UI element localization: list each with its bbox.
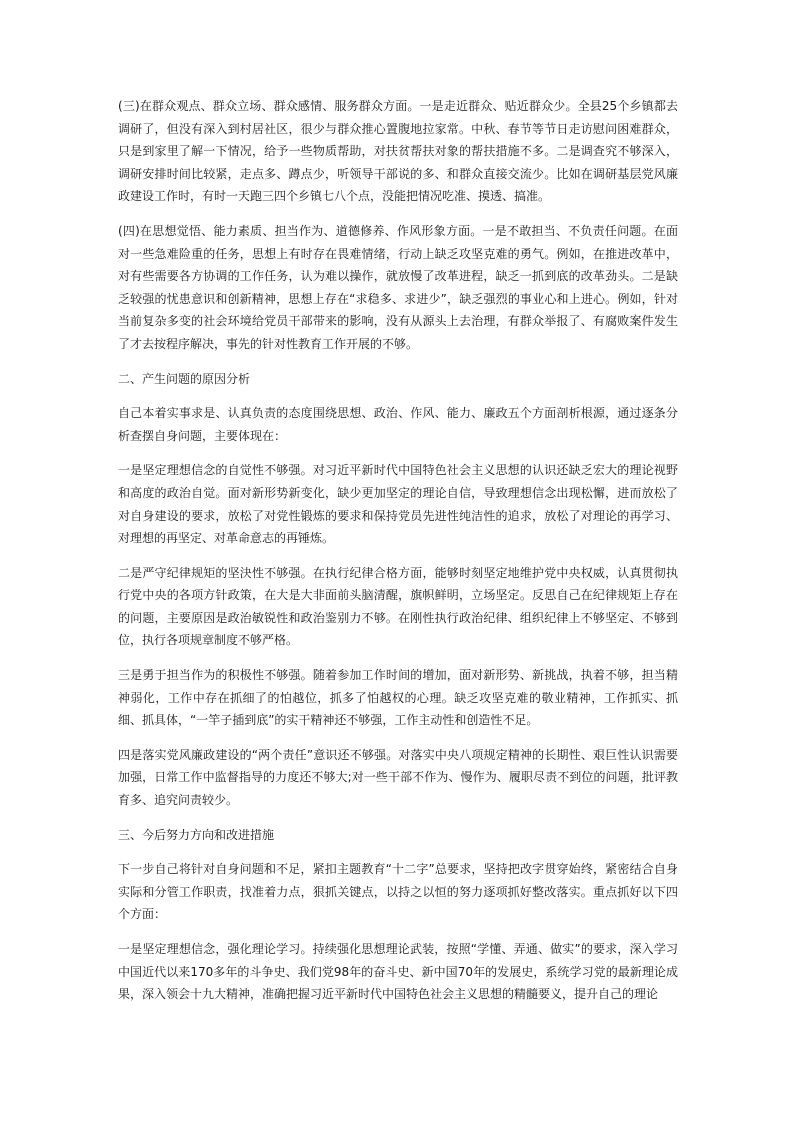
section-heading-measures: 三、今后努力方向和改进措施 — [118, 827, 275, 842]
para-cause-discipline: 二是严守纪律规矩的坚決性不够强。在执行纪律合格方面，能够时刻坚定地维护党中央权威，认真贯彻执行党中央的各项方针政策，在大是大非面前头脑清醒，旗帜鲜明，立场坚定。反思自己在纪律规矩上存在的问题，主要原因是政治敏锐性和政治鉴别力不够。在刚性执行政治纪律、组织纪律上不够坚定、不够到位，执行各项规章制度不够严格。 — [118, 565, 678, 648]
para-measures-intro: 下一步自己将针对自身问题和不足，紧扣主题教育“十二字”总要求，坚持把改字贯穿始终，紧密结合自身实际和分管工作职责，找准着力点，狠抓关键点，以持之以恒的努力逐项抓好整改落实。重点抓好以下四个方面： — [118, 862, 678, 922]
para-ideological-awareness: (四)在思想觉悟、能力素质、担当作为、道德修养、作风形象方面。一是不敢担当、不负责任问题。在面对一些急难险重的任务，思想上有时存在畏难情绪，行动上缺乏攻坚克难的勇气。例如，在推进改革中，对有些需要各方协调的工作任务，认为难以操作，就放慢了改革进程，缺乏一抓到底的改革劲头。二是缺乏较强的忧患意识和创新精神，思想上存在“求稳多、求进少”，缺乏强烈的事业心和上进心。例如，针对当前复杂多变的社会环境给党员干部带来的影响，没有从源头上去治理，有群众举报了、有腐败案件发生了才去按程序解决，事先的针对性教育工作开展的不够。 — [118, 223, 678, 351]
para-cause-two-responsibilities: 四是落实党风廉政建设的“两个责任”意识还不够强。对落实中央八项规定精神的长期性、艰巨性认识需要加强，日常工作中监督指导的力度还不够大;对一些干部不作为、慢作为、履职尽责不到位的问题，批评教育多、追究问责较少。 — [118, 747, 678, 808]
para-cause-ideals: 一是坚定理想信念的自觉性不够强。对习近平新时代中国特色社会主义思想的认识还缺乏宏大的理论视野和高度的政治自觉。面对新形势新变化，缺少更加坚定的理论自信，导致理想信念出现松懈，进而放松了对自身建设的要求，放松了对党性锻炼的要求和保持党员先进性纯洁性的追求，放松了对理论的再学习、对理想的再坚定、对革命意志的再锤炼。 — [118, 463, 678, 546]
para-causes-intro: 自己本着实事求是、认真负责的态度围绕思想、政治、作风、能力、廉政五个方面剖析根源，通过逐条分析查摆自身问题，主要体现在： — [118, 406, 678, 443]
document-page — [118, 95, 678, 1018]
para-masses-viewpoint: (三)在群众观点、群众立场、群众感情、服务群众方面。一是走近群众、贴近群众少。全县25个乡镇都去调研了，但没有深入到村居社区，很少与群众推心置腹地拉家常。中秋、春节等节日走访慰问困难群众，只是到家里了解一下情况，给予一些物质帮助，对扶贫帮扶对象的帮扶措施不多。二是调查究不够深入，调研安排时间比较紧，走点多、蹲点少，听领导干部说的多、和群众直接交流少。比如在调研基层党风廉政建设工作时，有时一天跑三四个乡镇七八个点，没能把情况吃准、摸透、搞准。 — [118, 99, 678, 204]
section-heading-causes: 二、产生问题的原因分析 — [118, 371, 251, 386]
para-cause-responsibility: 三是勇于担当作为的积极性不够强。随着参加工作时间的增加，面对新形势、新挑战，执着不够，担当精神弱化，工作中存在抓细了的怕越位，抓多了怕越权的心理。缺乏攻坚克难的敬业精神，工作抓实、抓细、抓具体，“一竿子插到底”的实干精神还不够强，工作主动性和创造性不足。 — [118, 668, 678, 728]
para-measure-theory: 一是坚定理想信念，强化理论学习。持续强化思想理论武装，按照“学懂、弄通、做实”的要求，深入学习中国近代以来170多年的斗争史、我们党98年的奋斗史、新中国70年的发展史，系统学习党的最新理论成果，深入领会十九大精神，准确把握习近平新时代中国特色社会主义思想的精髓要义，提升自己的理论 — [118, 942, 678, 1002]
